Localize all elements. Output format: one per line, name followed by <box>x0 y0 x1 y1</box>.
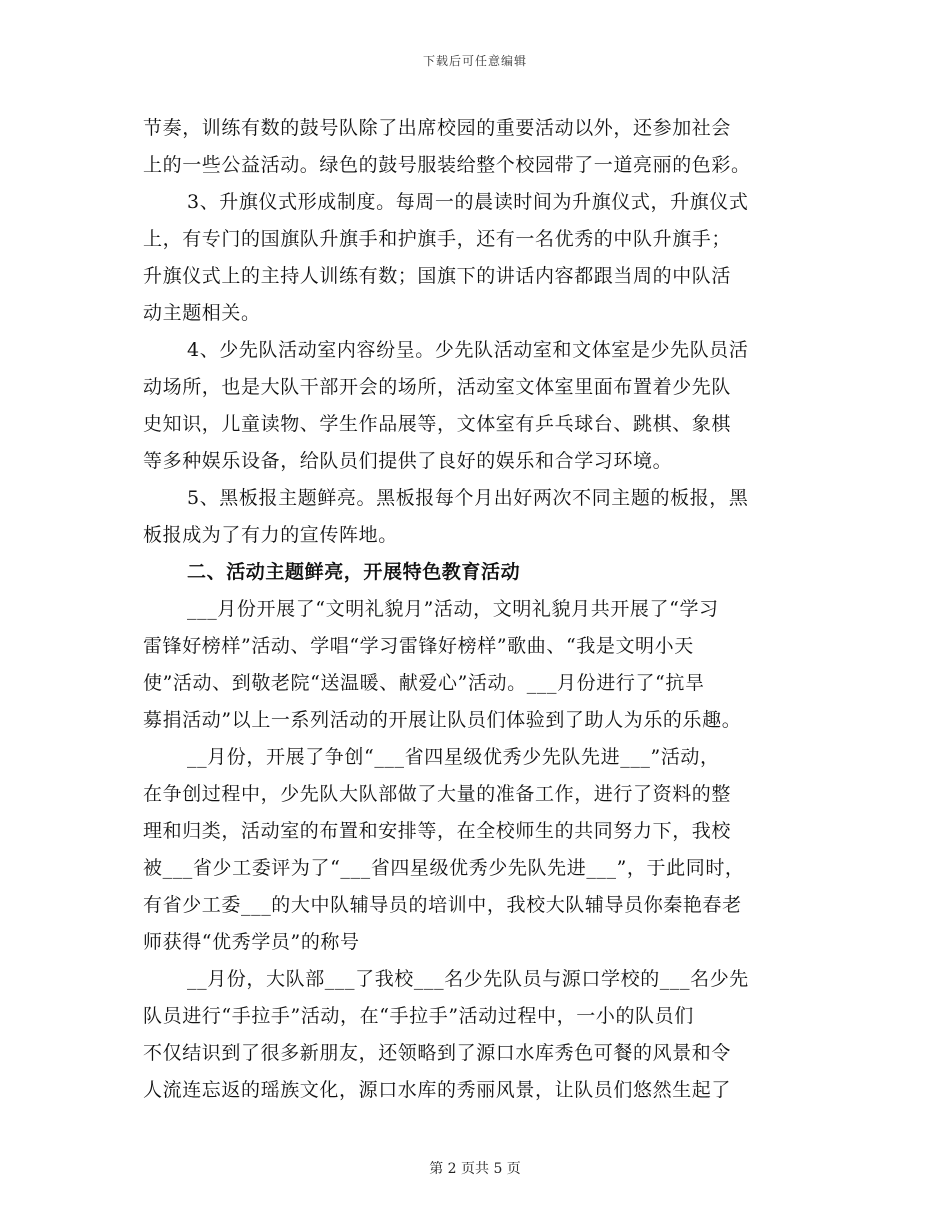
text-line: 人流连忘返的瑶族文化，源口水库的秀丽风景，让队员们悠然生起了 <box>143 1079 732 1101</box>
text-line: 升旗仪式上的主持人训练有数；国旗下的讲话内容都跟当周的中队活 <box>143 265 732 287</box>
text-line: 等多种娱乐设备，给队员们提供了良好的娱乐和合学习环境。 <box>143 450 673 472</box>
text-line: 理和归类，活动室的布置和安排等，在全校师生的共同努力下，我校 <box>143 820 732 842</box>
text-line: 队员进行“手拉手”活动，在“手拉手”活动过程中，一小的队员们 <box>143 1005 694 1027</box>
text-line: 5、黑板报主题鲜亮。黑板报每个月出好两次不同主题的板报，黑 <box>187 487 749 509</box>
page-header: 下载后可任意编辑 <box>422 54 527 68</box>
text-line: 4、少先队活动室内容纷呈。少先队活动室和文体室是少先队员活 <box>187 339 749 361</box>
text-line: __月份，大队部___了我校___名少先队员与源口学校的___名少先 <box>187 968 749 990</box>
document-body <box>143 110 813 1109</box>
text-line: 雷锋好榜样”活动、学唱“学习雷锋好榜样”歌曲、“我是文明小天 <box>143 635 694 657</box>
text-line: 动场所，也是大队干部开会的场所，活动室文体室里面布置着少先队 <box>143 376 732 398</box>
text-line: 使”活动、到敬老院“送温暖、献爱心”活动。___月份进行了“抗旱 <box>143 672 705 694</box>
text-line: 上的一些公益活动。绿色的鼓号服装给整个校园带了一道亮丽的色彩。 <box>143 154 751 176</box>
section-heading: 二、活动主题鲜亮，开展特色教育活动 <box>187 561 521 583</box>
text-line: 被___省少工委评为了“___省四星级优秀少先队先进___”，于此同时， <box>143 857 745 879</box>
text-line: 有省少工委___的大中队辅导员的培训中，我校大队辅导员你秦艳春老 <box>143 894 742 916</box>
text-line: 板报成为了有力的宣传阵地。 <box>143 524 398 546</box>
text-line: 师获得“优秀学员”的称号 <box>143 931 360 953</box>
text-line: ___月份开展了“文明礼貌月”活动，文明礼貌月共开展了“学习 <box>187 598 719 620</box>
text-line: 节奏，训练有数的鼓号队除了出席校园的重要活动以外，还参加社会 <box>143 117 732 139</box>
text-line: 上，有专门的国旗队升旗手和护旗手，还有一名优秀的中队升旗手； <box>143 228 732 250</box>
page-footer: 第 2 页共 5 页 <box>429 1161 521 1177</box>
text-line: 动主题相关。 <box>143 302 261 324</box>
text-line: 史知识，儿童读物、学生作品展等，文体室有乒乓球台、跳棋、象棋 <box>143 413 732 435</box>
text-line: 在争创过程中，少先队大队部做了大量的准备工作，进行了资料的整 <box>143 783 732 805</box>
text-line: 3、升旗仪式形成制度。每周一的晨读时间为升旗仪式，升旗仪式 <box>187 191 749 213</box>
text-line: 募捐活动”以上一系列活动的开展让队员们体验到了助人为乐的乐趣。 <box>143 709 742 731</box>
text-line: 不仅结识到了很多新朋友，还领略到了源口水库秀色可餐的风景和令 <box>143 1042 732 1064</box>
text-line: __月份，开展了争创“___省四星级优秀少先队先进___”活动， <box>187 746 720 768</box>
